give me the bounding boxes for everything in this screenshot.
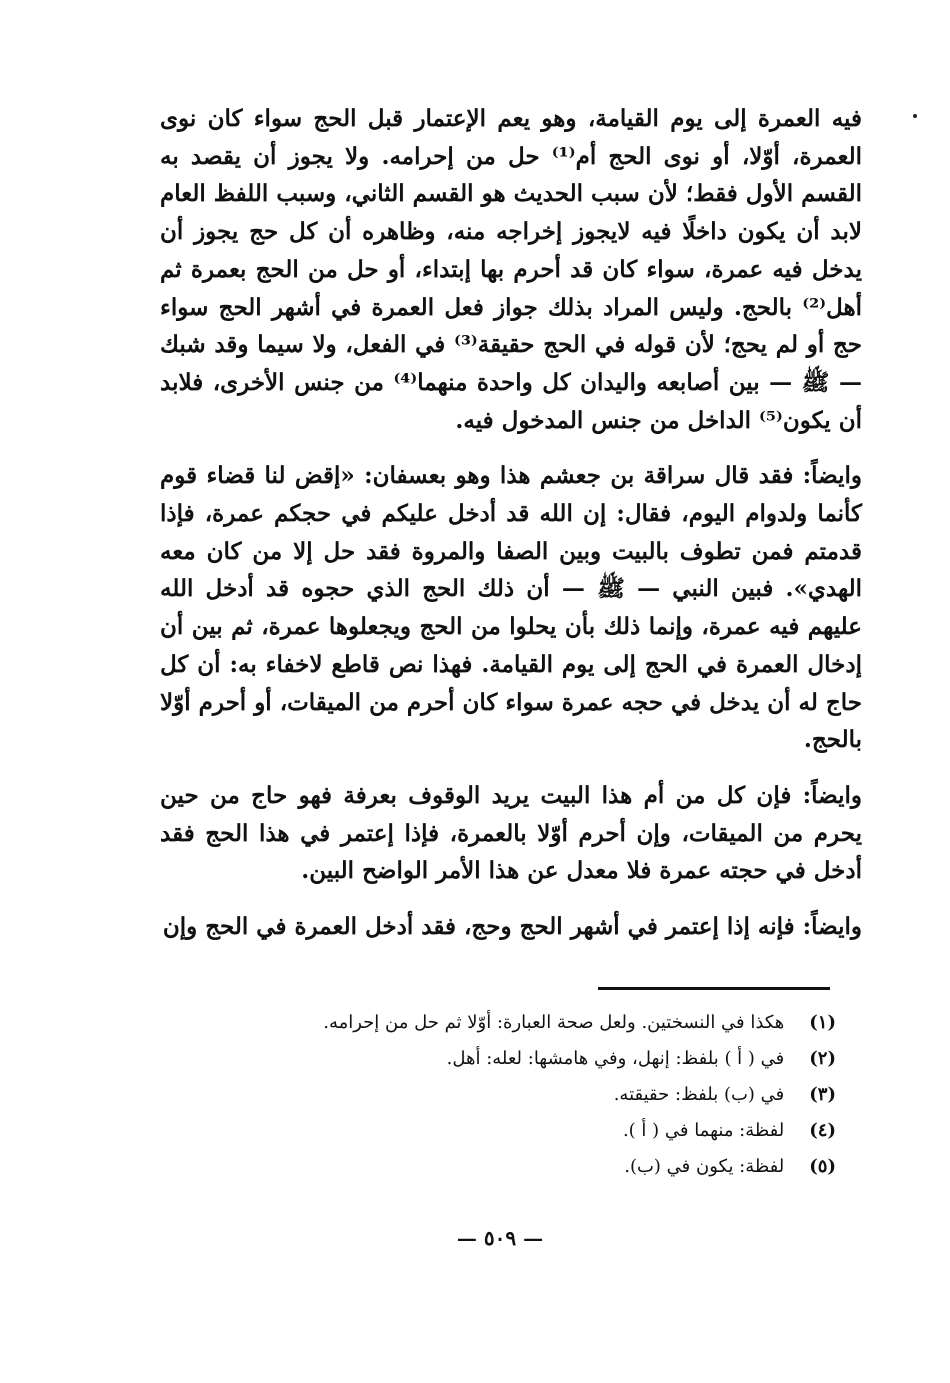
footnote-text: في ( أ ) بلفظ: إنهل، وفي هامشها: لعله: أهل.	[446, 1048, 785, 1069]
page-number: — ٥٠٩ —	[456, 1226, 544, 1250]
footnote-text: لفظة: منهما في ( أ ).	[622, 1120, 785, 1141]
footnote-2	[160, 1041, 836, 1077]
main-text	[160, 100, 862, 946]
footnote-3	[160, 1077, 836, 1113]
footnotes	[160, 1005, 836, 1185]
footnote-4	[160, 1113, 836, 1149]
paragraph-2: وايضاً: فقد قال سراقة بن جعشم هذا وهو بعسفان: «إقض لنا قضاء قوم كأنما ولدوام اليوم، فقال: إن الله قد أدخل عليكم في حجكم عمرة، فإذا قدمتم فمن تطوف بالبيت وبين الصفا والمروة فقد حل إلا من كان معه الهدي». فبين النبي — ﷺ — أن ذلك الحج الذي حجوه قد أدخل الله عليهم فيه عمرة، وإنما ذلك بأن يحلوا من الحج ويجعلوها عمرة، ثم بين أن إدخال العمرة في الحج إلى يوم القيامة. فهذا نص قاطع لاخفاء به: أن كل حاج له أن يدخل في حجه عمرة سواء كان أحرم من الميقات، أو أحرم أوّلا بالحج.	[160, 462, 862, 754]
footnote-5	[160, 1149, 836, 1185]
paragraph-1: فيه العمرة إلى يوم القيامة، وهو يعم الإعتمار قبل الحج سواء كان نوى العمرة، أوّلا، أو نوى الحج أم⁽¹⁾ حل من إحرامه. ولا يجوز أن يقصد به القسم الأول فقط؛ لأن سبب الحديث هو القسم الثاني، وسبب اللفظ العام لابد أن يكون داخلًا فيه لايجوز إخراجه منه، وظاهره أن كل حج يجوز أن يدخل فيه عمرة، سواء كان قد أحرم بها إبتداء، أو حل من الحج بعمرة ثم أهل⁽²⁾ بالحج. وليس المراد بذلك جواز فعل العمرة في أشهر الحج سواء حج أو لم يحج؛ لأن قوله في الحج حقيقة⁽³⁾ في الفعل، ولا سيما وقد شبك — ﷺ — بين أصابعه واليدان كل واحدة منهما⁽⁴⁾ من جنس الأخرى، فلابد أن يكون⁽⁵⁾ الداخل من جنس المدخول فيه.	[160, 105, 862, 434]
footnote-number: (٢)	[809, 1048, 836, 1069]
footnote-text: في (ب) بلفظ: حقيقته.	[613, 1084, 785, 1105]
footnote-text: لفظة: يكون في (ب).	[624, 1156, 785, 1177]
footnote-1	[160, 1005, 836, 1041]
footnote-number: (٥)	[809, 1156, 836, 1177]
footnote-number: (٣)	[809, 1084, 836, 1105]
footnote-text: هكذا في النسختين. ولعل صحة العبارة: أوّلا ثم حل من إحرامه.	[323, 1012, 785, 1033]
footnote-number: (١)	[809, 1012, 836, 1033]
paragraph-3: وايضاً: فإن كل من أم هذا البيت يريد الوقوف بعرفة فهو حاج من حين يحرم من الميقات، وإن أحرم أوّلا بالعمرة، فإذا إعتمر في هذا الحج فقد أدخل في حجته عمرة فلا معدل عن هذا الأمر الواضح البين.	[160, 781, 862, 885]
footnote-separator	[598, 987, 830, 990]
footnote-number: (٤)	[809, 1120, 836, 1141]
scan-dot	[913, 114, 917, 118]
paragraph-4: وايضاً: فإنه إذا إعتمر في أشهر الحج وحج، فقد أدخل العمرة في الحج وإن	[162, 913, 862, 941]
